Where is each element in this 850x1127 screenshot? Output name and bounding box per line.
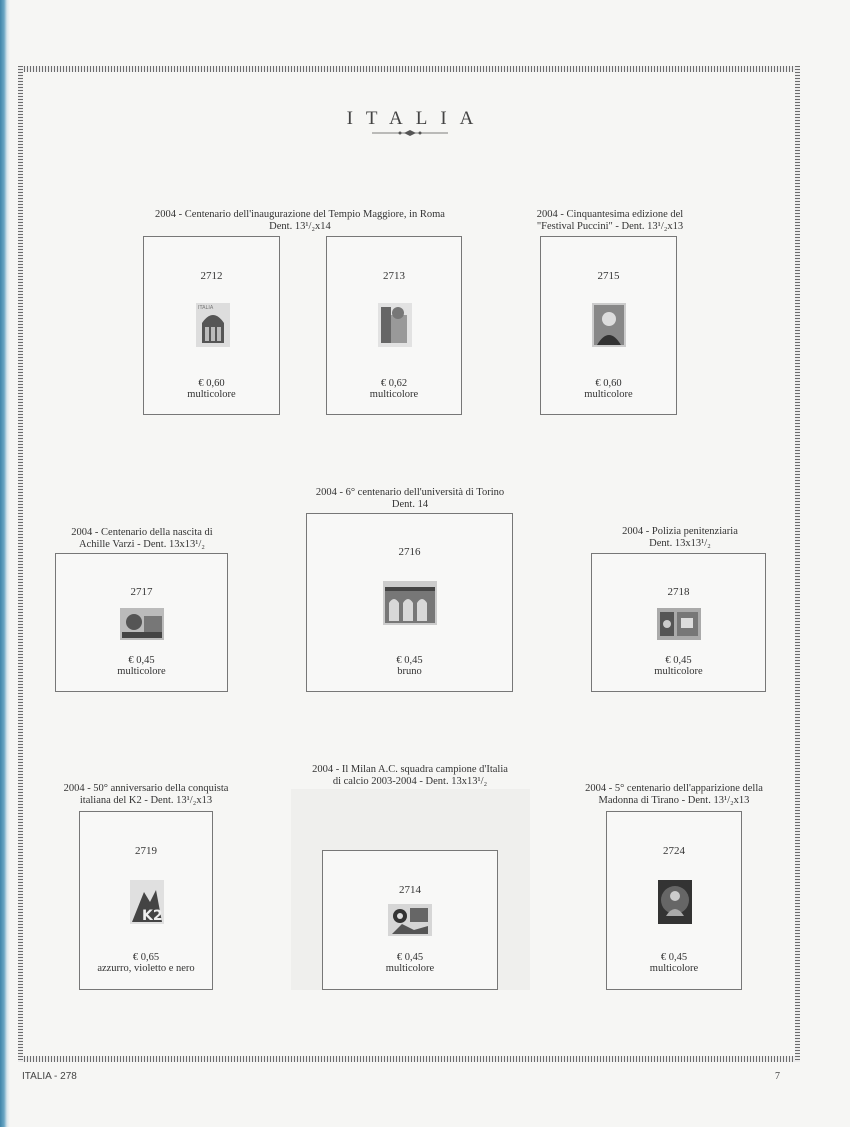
caption-line: Madonna di Tirano - Dent. 13¹/₂x13	[598, 795, 750, 806]
k2-mountain-stamp-icon	[130, 880, 164, 924]
caption-line: italiana del K2 - Dent. 13¹/₂x13	[79, 795, 213, 806]
police-stamp-icon	[657, 608, 701, 640]
stamp-mount-2724[interactable]	[606, 811, 742, 990]
stamp-value: € 0,45 multicolore	[654, 655, 703, 677]
stamp-value: € 0,45 multicolore	[385, 952, 435, 974]
stamp-value: € 0,60 multicolore	[584, 378, 633, 400]
caption-line: 2004 - 6° centenario dell'università di Torino	[315, 487, 505, 498]
frame-left	[18, 66, 23, 1062]
stamp-mount-2712[interactable]	[143, 236, 280, 415]
stamp-value: € 0,62 multicolore	[369, 378, 419, 400]
footer-page-code: ITALIA - 278	[22, 1071, 77, 1082]
stamp-value: € 0,65 azzurro, violetto e nero	[97, 952, 195, 974]
caption-line: 2004 - Cinquantesima edizione del	[536, 209, 684, 220]
caption-tirano	[576, 783, 772, 807]
caption-polizia	[590, 526, 770, 550]
caption-milan	[280, 764, 540, 788]
university-stamp-icon	[383, 581, 437, 625]
caption-line: 2004 - Centenario della nascita di	[71, 527, 213, 538]
caption-line: Dent. 14	[391, 499, 429, 510]
caption-line: Dent. 13¹/₂x14	[269, 221, 331, 232]
stamp-number: 2712	[200, 270, 223, 282]
caption-torino	[290, 487, 530, 511]
stamp-mount-2717[interactable]	[55, 553, 228, 692]
stamp-value: € 0,45 bruno	[396, 655, 423, 677]
frame-bottom	[18, 1056, 800, 1062]
caption-line: "Festival Puccini" - Dent. 13¹/₂x13	[536, 221, 684, 232]
caption-line: 2004 - Il Milan A.C. squadra campione d'Italia	[312, 764, 508, 775]
stamp-number: 2724	[663, 845, 685, 857]
svg-text:ITALIA: ITALIA	[198, 305, 214, 311]
caption-line: 2004 - 50° anniversario della conquista	[63, 783, 229, 794]
caption-line: Achille Varzi - Dent. 13x13¹/₂	[79, 539, 205, 550]
football-stamp-icon	[388, 904, 432, 936]
page-title: ITALIA	[346, 108, 487, 129]
stamp-number: 2718	[667, 586, 690, 598]
caption-k2	[46, 783, 246, 807]
stamp-mount-2716[interactable]	[306, 513, 513, 692]
caption-line: 2004 - Polizia penitenziaria	[622, 526, 738, 537]
stamp-number: 2716	[398, 546, 421, 558]
svg-text:K2: K2	[142, 908, 163, 924]
caption-line: Dent. 13x13¹/₂	[649, 538, 711, 549]
caption-varzi	[42, 527, 242, 551]
portrait-stamp-icon	[592, 303, 626, 347]
stamp-number: 2713	[383, 270, 405, 282]
synagogue-stamp-icon	[196, 303, 230, 347]
stamp-number: 2717	[130, 586, 153, 598]
stamp-number: 2715	[597, 270, 620, 282]
stamp-mount-2718[interactable]	[591, 553, 766, 692]
stamp-value: € 0,60 multicolore	[187, 378, 236, 400]
frame-right	[795, 66, 800, 1062]
caption-tempio	[140, 209, 460, 233]
madonna-stamp-icon	[658, 880, 692, 924]
stamp-mount-2719[interactable]	[79, 811, 213, 990]
caption-line: 2004 - Centenario dell'inaugurazione del Tempio Maggiore, in Roma	[155, 209, 445, 220]
stamp-value: € 0,45 multicolore	[117, 655, 166, 677]
stamp-mount-2714[interactable]	[322, 850, 498, 990]
stamp-value: € 0,45 multicolore	[649, 952, 699, 974]
title-ornament-icon	[370, 128, 450, 138]
caption-line: 2004 - 5° centenario dell'apparizione della	[585, 783, 763, 794]
stamp-number: 2719	[135, 845, 157, 857]
footer-page-number: 7	[775, 1071, 780, 1082]
stamp-mount-2713[interactable]	[326, 236, 462, 415]
racer-stamp-icon	[120, 608, 164, 640]
caption-puccini	[520, 209, 700, 233]
album-spine	[0, 0, 10, 1127]
stamp-number: 2714	[399, 884, 421, 896]
frame-top	[18, 66, 800, 72]
stamp-mount-2715[interactable]	[540, 236, 677, 415]
caption-line: di calcio 2003-2004 - Dent. 13x13¹/₂	[332, 776, 488, 787]
building-stamp-icon	[378, 303, 412, 347]
